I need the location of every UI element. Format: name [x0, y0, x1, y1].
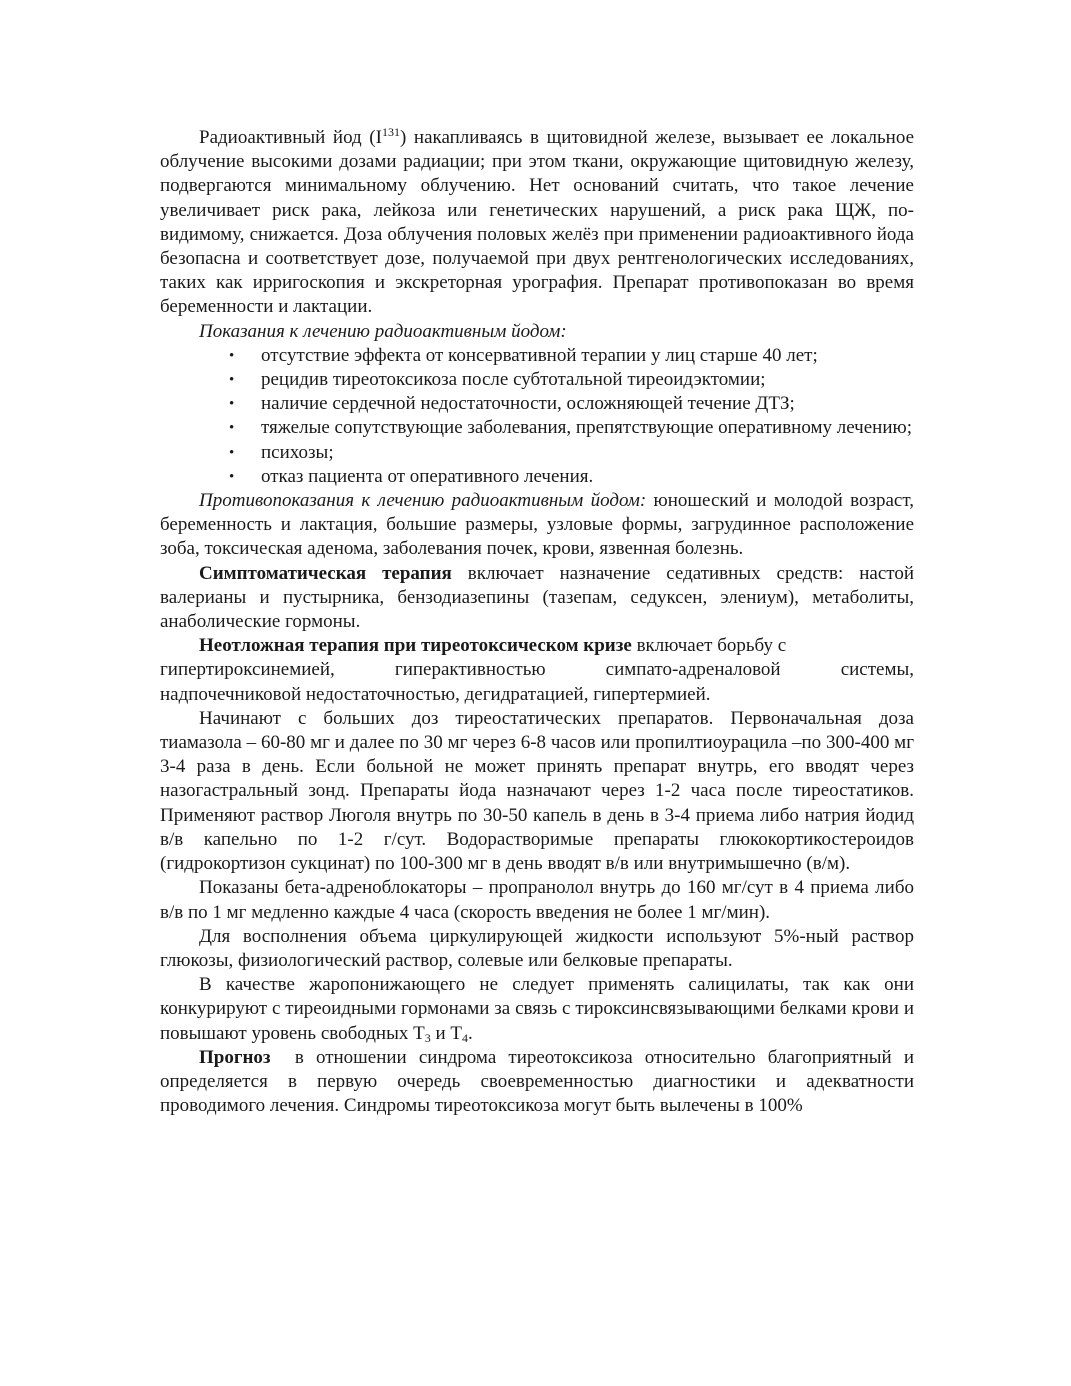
paragraph-prognosis: [160, 1046, 919, 1119]
text-segment: юношеский и молодой возраст, беременность и лактация, большие размеры, узловые формы, загрудинное расположение зоба, токсическая аденома, заболевания почек, крови, язвенная болезнь.: [160, 490, 914, 560]
word: системы,: [840, 659, 914, 681]
text-segment: Радиоактивный йод (I: [199, 127, 382, 148]
bullet-icon: •: [229, 372, 235, 389]
list-item: [229, 344, 914, 368]
indications-heading: Показания к лечению радиоактивным йодом:: [199, 320, 567, 342]
bullet-icon: •: [229, 468, 235, 485]
bullet-icon: •: [229, 444, 235, 461]
list-item-text: отсутствие эффекта от консервативной терапии у лиц старше 40 лет;: [261, 344, 818, 366]
paragraph-emergency-therapy: [160, 634, 914, 707]
list-item-text: наличие сердечной недостаточности, осложняющей течение ДТЗ;: [261, 393, 795, 415]
list-item: [229, 368, 914, 392]
emergency-line-3: надпочечниковой недостаточностью, дегидратацией, гипертермией.: [160, 683, 711, 705]
list-item-text: рецидив тиреотоксикоза после субтотальной тиреоидэктомии;: [261, 369, 766, 391]
isotope-superscript: 131: [381, 125, 400, 139]
word: симпато-адреналовой: [605, 659, 781, 681]
text-segment: и Т: [430, 1022, 462, 1044]
emergency-line-2: [160, 658, 914, 682]
text-segment: В качестве жаропонижающего не следует применять салицилаты, так как они конкурируют с тиреоидными гормонами за связь с тироксинсвязывающими белками крови и повышают уровень свободных Т: [160, 974, 914, 1044]
document-page: [160, 125, 919, 1118]
list-item-text: отказ пациента от оперативного лечения.: [261, 465, 594, 487]
bullet-icon: •: [229, 347, 235, 364]
paragraph-contraindications: [160, 489, 914, 562]
list-item-text: тяжелые сопутствующие заболевания, препятствующие оперативному лечению;: [261, 417, 912, 439]
emergency-therapy-term: Неотложная терапия при тиреотоксическом кризе: [199, 635, 632, 657]
paragraph-symptomatic-therapy: [160, 562, 914, 635]
symptomatic-therapy-term: Симптоматическая терапия: [199, 562, 452, 584]
paragraph-thyreostatics: Начинают с больших доз тиреостатических препаратов. Первоначальная доза тиамазола – 60-80 мг и далее по 30 мг через 6-8 часов или пропилтиоурацила –по 300-400 мг 3-4 раза в день. Если больной не может принять препарат внутрь, его вводят через назогастральный зонд. Препараты йода назначают через 1-2 часа после тиреостатиков. Применяют раствор Люголя внутрь по 30-50 капель в день в 3-4 приема либо натрия йодид в/в капельно по 1-2 г/сут. Водорастворимые препараты глюкокортикостероидов (гидрокортизон сукцинат) по 100-300 мг в день вводят в/в или внутримышечно (в/м).: [160, 707, 914, 875]
indications-list: [160, 344, 914, 489]
list-item: [229, 441, 914, 465]
contraindications-label: Противопоказания к лечению радиоактивным йодом:: [199, 490, 647, 512]
text-segment: .: [467, 1022, 473, 1044]
t3-subscript: 3: [424, 1030, 431, 1045]
paragraph-radioiodine: [160, 126, 914, 320]
text-segment: в отношении синдрома тиреотоксикоза относительно благоприятный и определяется в первую очередь своевременностью диагностики и адекватности проводимого лечения. Синдромы тиреотоксикоза могут быть вылечены в 100%: [160, 1046, 919, 1117]
list-item: [229, 392, 914, 416]
word: гиперактивностью: [394, 659, 546, 681]
text-segment: включает борьбу с: [631, 635, 787, 657]
emergency-line-1: [160, 634, 914, 658]
list-item-text: психозы;: [261, 441, 334, 463]
paragraph-antipyretic: [160, 973, 914, 1046]
list-item: [229, 416, 914, 440]
text-segment: включает назначение седативных средств: настой валерианы и пустырника, бензодиазепины (тазепам, седуксен, элениум), метаболиты, анаболические гормоны.: [160, 562, 914, 633]
bullet-icon: •: [229, 396, 235, 413]
paragraph-beta-blockers: Показаны бета-адреноблокаторы – пропранолол внутрь до 160 мг/сут в 4 приема либо в/в по 1 мг медленно каждые 4 часа (скорость введения не более 1 мг/мин).: [160, 877, 914, 923]
t4-subscript: 4: [461, 1030, 468, 1045]
paragraph-volume-replacement: Для восполнения объема циркулирующей жидкости используют 5%-ный раствор глюкозы, физиологический раствор, солевые или белковые препараты.: [160, 925, 914, 971]
word: гипертироксинемией,: [160, 659, 335, 681]
list-item: [229, 465, 914, 489]
bullet-icon: •: [229, 420, 235, 437]
text-segment: ) накапливаясь в щитовидной железе, вызывает ее локальное облучение высокими дозами радиации; при этом ткани, окружающие щитовидную железу, подвергаются минимальному облучению. Нет оснований считать, что такое лечение увеличивает риск рака, лейкоза или генетических нарушений, а риск рака ЩЖ, по-видимому, снижается. Доза облучения половых желёз при применении радиоактивного йода безопасна и соответствует дозе, получаемой при двух рентгенологических исследованиях, таких как ирригоскопия и экскреторная урография. Препарат противопоказан во время беременности и лактации.: [160, 127, 914, 318]
prognosis-term: Прогноз: [199, 1046, 271, 1068]
